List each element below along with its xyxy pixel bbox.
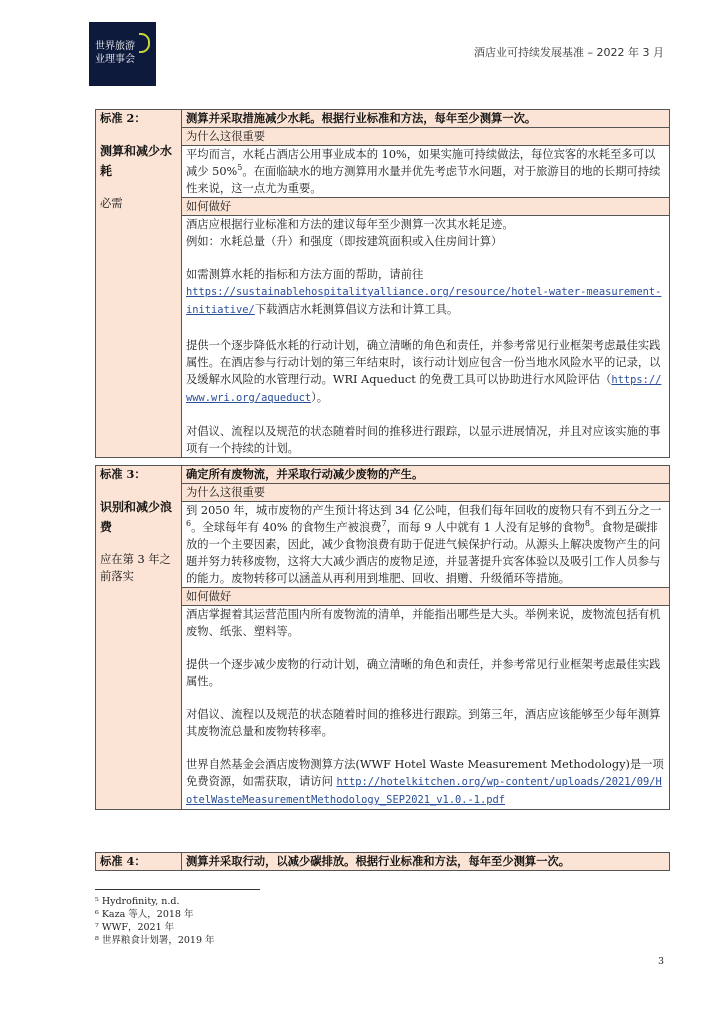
standard-3-how-heading: 如何做好 [182, 588, 670, 606]
how-p4: 世界自然基金会酒店废物测算方法(WWF Hotel Waste Measurement Methodology)是一项免费资源，如需获取，请访问 [186, 758, 664, 788]
standard-3-side [96, 466, 182, 810]
footnote-7: ⁷ WWF，2021 年 [95, 922, 175, 933]
standard-3-label: 标准 3： [100, 467, 146, 481]
why-a: 到 2050 年，城市废物的产生预计将达到 34 亿公吨，但我们每年回收的废物只有不到五分之一 [186, 504, 662, 517]
logo-line-2: 业理事会 [95, 54, 135, 65]
how-paragraph: 酒店掌握着其运营范围内所有废物流的清单，并能指出哪些是大头。举例来说，废物流包括有机废物、纸张、塑料等。 [186, 608, 661, 638]
how-paragraph [186, 266, 665, 319]
why-c: ，而每 9 人中就有 1 人没有足够的食物 [386, 521, 585, 534]
standard-3-title: 确定所有废物流，并采取行动减少废物的产生。 [182, 466, 670, 484]
document-header-title: 酒店业可持续发展基准 – 2022 年 3 月 [474, 46, 664, 59]
wri-aqueduct-link[interactable]: https://www.wri.org/aqueduct [186, 374, 662, 404]
why-d: 。食物是碳排放的一个主要因素，因此，减少食物浪费有助于促进气候保护行动。从源头上解决废物产生的问题并努力转移废物，这将大大减少酒店的废物足迹，并显著提升宾客体验以及吸引工作人员参与的能力。废物转移可以涵盖从再利用到堆肥、回收、捐赠、升级循环等措施。 [186, 521, 661, 585]
standard-2-label: 标准 2： [100, 111, 146, 125]
how-paragraph: 提供一个逐步减少废物的行动计划，确立清晰的角色和责任，并参考常见行业框架考虑最佳实践属性。 [186, 658, 661, 688]
how-p2: 如需测算水耗的指标和方法方面的帮助，请前往 [186, 268, 424, 281]
footnotes [95, 895, 215, 947]
footnote-ref: 8 [584, 519, 590, 529]
standard-4-title: 测算并采取行动，以减少碳排放。根据行业标准和方法，每年至少测算一次。 [182, 853, 670, 871]
hotelkitchen-link[interactable]: http://hotelkitchen.org/wp-content/uploads/2021/09/HotelWasteMeasurementMethodology_SEP2021_v1.0.-1.pdf [186, 776, 662, 806]
footnote-divider [95, 889, 260, 890]
wttc-logo [89, 22, 156, 86]
logo-text [95, 40, 135, 66]
footnote-6: ⁶ Kaza 等人，2018 年 [95, 909, 194, 920]
standard-3-table [95, 465, 670, 810]
standard-4-table [95, 852, 670, 871]
standard-2-table [95, 109, 670, 458]
page-number: 3 [657, 956, 664, 967]
why-b: 。全球每年有 40% 的食物生产被浪费 [191, 521, 382, 534]
standard-2-why-heading: 为什么这很重要 [182, 128, 670, 146]
logo-swirl-icon [139, 33, 150, 53]
standard-2-side [96, 110, 182, 458]
footnote-5: ⁵ Hydrofinity, n.d. [95, 896, 180, 907]
standard-2-requirement: 必需 [100, 197, 123, 210]
why-text-cont: 。在面临缺水的地方测算用水量并优先考虑节水问题，对于旅游目的地的长期可持续性来说，这一点尤为重要。 [186, 165, 661, 195]
standard-3-why-body [182, 502, 670, 588]
footnote-ref: 5 [237, 163, 243, 173]
how-p3-post: ）。 [311, 391, 329, 404]
standard-2-title: 测算并采取措施减少水耗。根据行业标准和方法，每年至少测算一次。 [182, 110, 670, 128]
how-paragraph [186, 216, 665, 250]
logo-line-1: 世界旅游 [95, 41, 135, 52]
standard-4-side [96, 853, 182, 871]
water-initiative-link[interactable]: https://sustainablehospitalityalliance.org/resource/hotel-water-measurement-initiative/ [186, 286, 662, 316]
how-p3: 提供一个逐步降低水耗的行动计划，确立清晰的角色和责任，并参考常见行业框架考虑最佳实践属性。在酒店参与行动计划的第三年结束时，该行动计划应包含一份当地水风险水平的记录，以及缓解水风险的水管理行动。WRI Aqueduct 的免费工具可以协助进行水风险评估（ [186, 339, 661, 386]
standard-3-why-heading: 为什么这很重要 [182, 484, 670, 502]
footnote-8: ⁸ 世界粮食计划署，2019 年 [95, 935, 215, 946]
how-p1: 酒店应根据行业标准和方法的建议每年至少测算一次其水耗足迹。 [186, 218, 514, 231]
standard-2-why-body [182, 146, 670, 198]
how-paragraph [186, 756, 665, 809]
standard-3-name: 识别和减少浪费 [100, 500, 173, 534]
footnote-ref: 6 [186, 519, 192, 529]
how-paragraph: 对倡议、流程以及规范的状态随着时间的推移进行跟踪，以显示进展情况，并且对应该实施的事项有一个持续的计划。 [186, 425, 661, 455]
footnote-ref: 7 [381, 519, 387, 529]
why-text: 平均而言，水耗占酒店公用事业成本的 10%，如果实施可持续做法，每位宾客的水耗至多可以减少 50% [186, 148, 656, 178]
standard-3-how-body [182, 606, 670, 810]
standard-4-label: 标准 4： [100, 854, 146, 868]
standard-2-how-heading: 如何做好 [182, 198, 670, 216]
standard-2-how-body [182, 216, 670, 458]
how-p1b: 例如：水耗总量（升）和强度（即按建筑面积或入住房间计算） [186, 235, 503, 248]
how-p2-post: 下载酒店水耗测算倡议方法和计算工具。 [254, 303, 459, 316]
how-paragraph [186, 337, 665, 407]
how-paragraph: 对倡议、流程以及规范的状态随着时间的推移进行跟踪。到第三年，酒店应该能够至少每年测算其废物流总量和废物转移率。 [186, 708, 661, 738]
standard-2-name: 测算和减少水耗 [100, 144, 173, 178]
standard-3-requirement: 应在第 3 年之前落实 [100, 553, 171, 583]
